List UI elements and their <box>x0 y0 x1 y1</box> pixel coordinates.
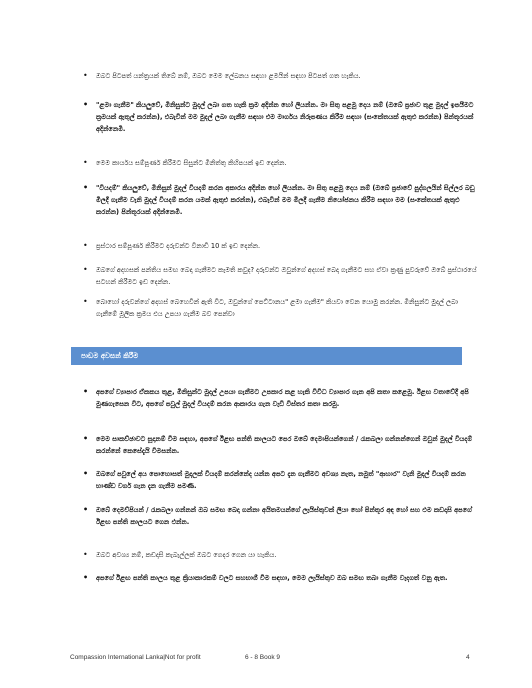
bullet-icon: • <box>83 387 89 396</box>
list-item <box>83 549 478 561</box>
bullet-icon: • <box>83 100 89 109</box>
list-item-text: ඔබගේ පවුලේ අය පොහොසත් මුදලක් වියදම් කරන්නේද යන්න අපට දැන ගැනීමට අවශ්‍ය නැත, නමුත් "ආහාර" වැනි මුදල් වියදම් කරන භාණ්ඩ වර්ග ගැන දැන ගැනීම පමණි. <box>96 470 466 491</box>
section-title: පාඩම අවසන් කිරීම <box>81 352 139 360</box>
footer-book: 6 - 8 Book 9 <box>245 654 281 661</box>
list-item-text: මෙම සාකච්ඡාවට සූදානම් වීම සඳහා, අපගේ ඊළඟ පන්ති කාලයට පෙර ඔබේ දෙමාපියන්ගෙන් / රැකබලා ගන්නන්ගෙන් ඔවුන් මුදල් වියදම් කරන්නේ කෙසේදැයි විමසන්න. <box>96 435 473 456</box>
list-item-text: "වියදම්" කියලුවේ, මිනිසුන් මුදල් වියදම් කරන අකාරය අදින්න හෝ ලියන්න. මා සිතු පළමු දෙය නම් (ඔබේ ප්‍රජාවේ පුද්ගලයින් සිල්ලර බඩු මිලදී ගැනීම වැනි මුදල් වියදම් කරන යමක් ඇතුළු කරන්න), එබැවින් මම මිලදී ගැනීම නියෝජනය කිරීම සඳහා මම (සංකේතයක් ඇතුළු කරන්න) පින්තූරයක් අදින්නෙමි. <box>96 184 475 217</box>
bullet-icon: • <box>83 434 89 443</box>
bullet-icon: • <box>83 297 88 306</box>
bullet-icon: • <box>83 241 88 250</box>
list-item <box>83 572 478 584</box>
list-item <box>83 504 478 528</box>
bullet-icon: • <box>83 573 89 582</box>
page-number: 4 <box>466 654 470 661</box>
list-item-text: බොහෝ දරුවන්ගේ අදහස් බෙහෙවින් ඇති විට, ඔවුන්ගේ පෙට්ටානය" ළමා ගැනීම" කියවා වෙන යොමු කරන්න. මිනිසුන්ට මුදල් ලබා ගැනීමේ මූලික ක්‍රමය එය උපයා ගැනීම බව පෙන්වා <box>96 298 459 319</box>
list-item <box>83 182 478 219</box>
list-item <box>83 296 478 320</box>
list-item <box>83 99 478 136</box>
bullet-icon: • <box>83 158 88 167</box>
list-item <box>83 157 478 169</box>
list-item-text: ඔබේ දෙමව්පියන් / රැකබලා ගන්නන් ඔබ සමඟ බෙදා ගන්නා අයිතමයන්ගේ ලැයිස්තුවක් ලියා හෝ පින්තූර අඳ හෝ සහ එම කඩදාසි අපගේ ඊළඟ පන්ති කාලයට ගෙන එන්න. <box>96 506 472 527</box>
list-item-text: අපගේ ව්‍යාපාර ඒකකය තුළ, මිනිසුන්ට මුදල් උපයා ගැනීමට උපකාර කළ හැකි විවිධ ව්‍යාපාර ගැන අපි කතා කළෙමු. ඊළඟ වතාවේදී අපි මුණගැසෙන විට, අපගේ පවුල් මුදල් වියදම් කරන ආකාරය ගැන වැඩි විස්තර කතා කරමු. <box>96 388 469 409</box>
list-item <box>83 264 478 288</box>
list-item-text: ඔබට පිටපත් යන්ත්‍රයක් තිබේ නම්, ඔබට මෙම ලේඛනය සඳහා ළමයින් සඳහා පිටපත් ගත හැකිය. <box>96 72 361 80</box>
list-item <box>83 386 478 410</box>
bullet-icon: • <box>83 183 89 192</box>
list-item <box>83 70 478 82</box>
bullet-icon: • <box>83 71 88 80</box>
bullet-icon: • <box>83 469 89 478</box>
list-item-text: අපගේ ඊළඟ පන්ති කාලය තුළ ක්‍රියාකාරකම් වලට සහභාගී වීම සඳහා, මෙම ලැයිස්තුව ඔබ සමඟ තබා ගැනීම වැදගත් වනු ඇත. <box>96 574 448 582</box>
bullet-icon: • <box>83 505 89 514</box>
list-item <box>83 468 478 492</box>
list-item <box>83 433 478 457</box>
list-item-text: ඔබගේ අදහසක් පන්තිය සමඟ බෙදා ගැනීමට කැමති කවුද? දරුවන්ට ඔවුන්ගේ අදහස් බෙදා ගැනීමට සහ ඒවා ක්‍රණු පුවරුවේ ඔබේ ප්‍රස්ථාරයේ සටහන් කිරීමට ඉඩ දෙන්න. <box>96 266 477 287</box>
list-item-text: ඔබට අවශ්‍ය නම්, කඩදාසි කැබැල්ලක් ඔබට ගෙදර ගෙන යා හැකිය. <box>96 551 277 559</box>
footer-organization: Compassion International Lanka|Not for profit <box>70 654 201 661</box>
bullet-icon: • <box>83 550 88 559</box>
bullet-icon: • <box>83 265 88 274</box>
list-item-text: මෙම කාර්යය සම්පූර්ණ කිරීමට සිසුන්ට මිනිත්තු කිහිපයක් ඉඩ දෙන්න. <box>96 159 287 167</box>
section-header <box>71 347 462 365</box>
list-item <box>83 240 478 252</box>
list-item-text: ප්‍රස්ථාර සම්පූර්ණ කිරීමට දරුවන්ට විනාඩි 10 ක් ඉඩ දෙන්න. <box>96 242 261 250</box>
list-item-text: "ළමා ගැනීම" කියලුවේ, මිනිසුන්ට මුදල් ලබා ගත හැකි ක්‍රම අදින්න හෝ ලියන්න. මා සිතු පළමු දෙය නම් (ඔබේ ප්‍රජාව තුළ මුදල් ඉපයීමට ක්‍රමයක් ඇතුල් කරන්න), එබැවින් මම මුදල් ලබා ගැනීම සඳහා එම මාර්ගය නිරූපණය කිරීම සඳහා (සංකේතයක් ඇතුළු කරන්න) පින්තූරයක් අදින්නෙමි. <box>96 101 474 134</box>
